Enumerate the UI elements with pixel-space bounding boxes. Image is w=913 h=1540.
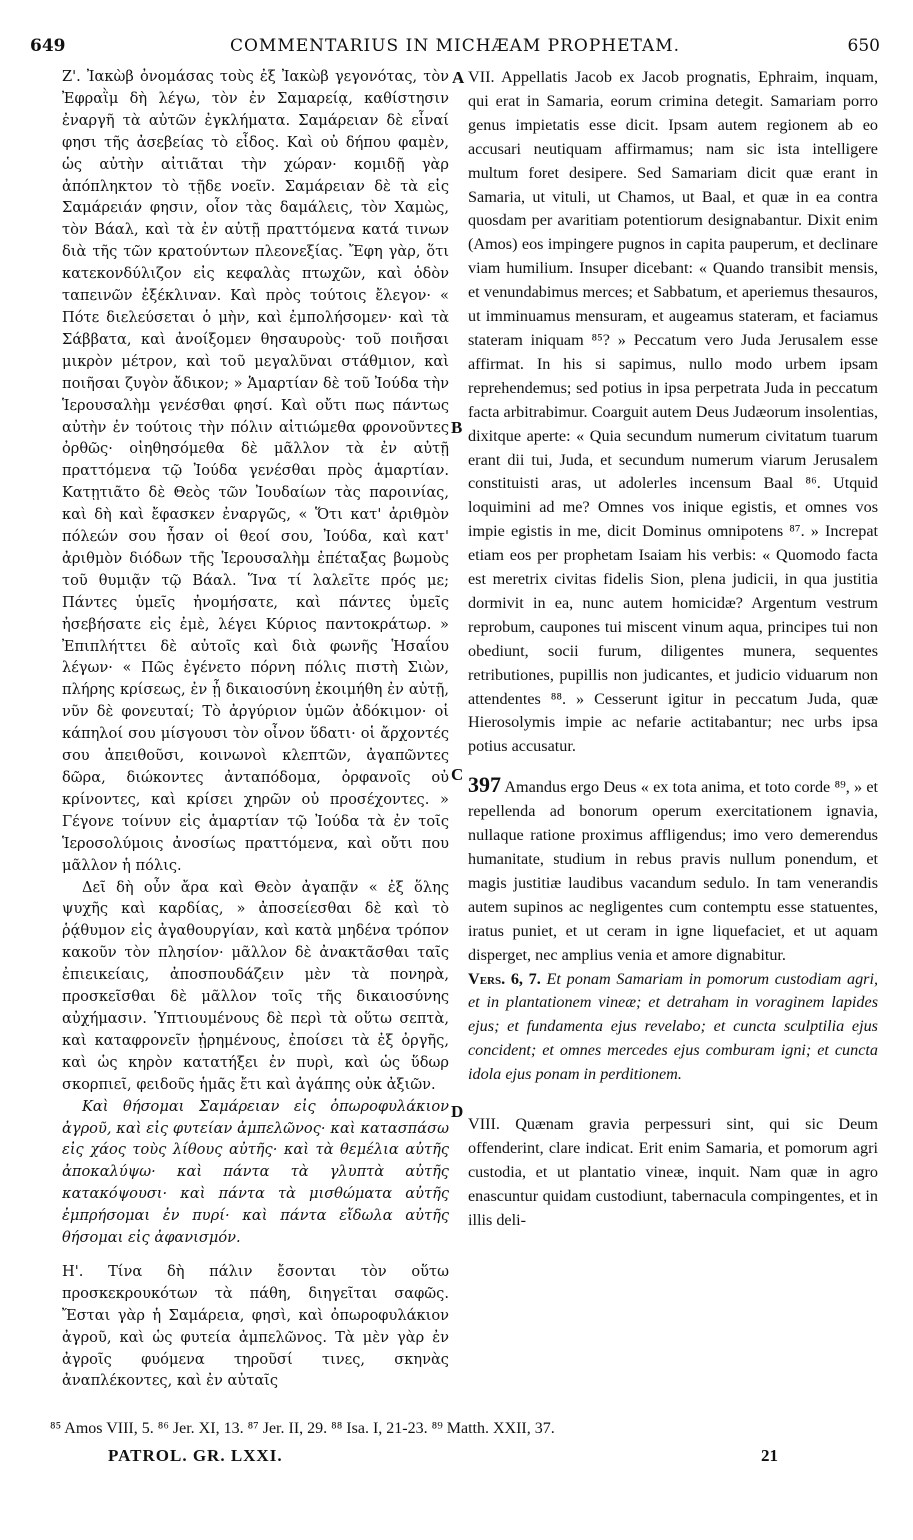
latin-paragraph-amandus (468, 773, 878, 967)
greek-paragraph-vii: Ζ'. Ἰακὼβ ὀνομάσας τοὺς ἐξ Ἰακὼβ γεγονότας, τὸν Ἐφραῒμ δὴ λέγω, τὸν ἐν Σαμαρείᾳ, καθίστησιν ἐναργῆ τὰ αὐτῶν ἐγκλήματα. Σαμάρειαν δὲ εἶναί φησι τῆς ἀσεβείας τὸ εἶδος. Καὶ οὐ δήπου φαμὲν, ὡς αὐτὴν αἰτιᾶται τὴν χώραν· κομιδῇ γὰρ ἀπόπληκτον τὸ τῇδε νοεῖν. Σαμάρειαν δὲ τὰ εἰς Σαμάρειάν φησιν, οἷον τὰς δαμάλεις, τὸν Χαμὼς, τὸν Βάαλ, καὶ τὰ ἐν αὐτῇ πραττόμενα κατά τινων διὰ τῆς τῶν κρατούντων πλεονεξίας. Ἔφη γὰρ, ὅτι κατεκονδύλιζον εἰς κεφαλὰς πτωχῶν, καὶ ὁδὸν ταπεινῶν ἐξέκλιναν. Καὶ πρὸς τούτοις ἔλεγον· « Πότε διελεύσεται ὁ μὴν, καὶ ἐμπολήσομεν· καὶ τὰ Σάββατα, καὶ ἀνοίξομεν θησαυροὺς· τοῦ ποιῆσαι μικρὸν μέτρον, καὶ τοῦ μεγαλῦναι στάθμιον, καὶ ποιῆσαι ζυγὸν ἄδικον; » Ἁμαρτίαν δὲ τοῦ Ἰούδα τὴν Ἱερουσαλὴμ γενέσθαι φησί. Καὶ οὔτι πως πάντως αὐτὴν ἐν τούτοις τὴν πόλιν αἰτιώμεθα φρονοῦντες ὀρθῶς· οἰηθησόμεθα δὲ μᾶλλον τὰ ἐν αὐτῇ πραττόμενα τῷ Ἰούδα γενέσθαι πρὸς ἁμαρτίαν. Κατῃτιᾶτο δὲ Θεὸς τῶν Ἰουδαίων τὰς παροινίας, καὶ δὴ καὶ ἔφασκεν ἐναργῶς, « Ὅτι κατ' ἀριθμὸν πόλεών σου ἦσαν οἱ θεοί σου, Ἰούδα, καὶ κατ' ἀριθμὸν διόδων τῆς Ἱερουσαλὴμ ἐπέταξας βωμοὺς τοῦ θυμιᾷν τῷ Βάαλ. Ἵνα τί λαλεῖτε πρός με; Πάντες ὑμεῖς ἠνομήσατε, καὶ πάντες ὑμεῖς ἠσεβήσατε εἰς ἐμὲ, λέγει Κύριος παντοκράτωρ. » Ἐπιπλήττει δὲ αὐτοῖς καὶ διὰ φωνῆς Ἡσαΐου λέγων· « Πῶς ἐγένετο πόρνη πόλις πιστὴ Σιὼν, πλήρης κρίσεως, ἐν ᾗ δικαιοσύνη ἐκοιμήθη ἐν αὐτῇ, νῦν δὲ φονευταί; Τὸ ἀργύριον ὑμῶν ἀδόκιμον· οἱ κάπηλοί σου μίσγουσι τὸν οἶνον ὕδατι· οἱ ἄρχοντές σου ἀπειθοῦσι, κοινωνοὶ κλεπτῶν, ἀγαπῶντες δῶρα, διώκοντες ἀνταπόδομα, ὀρφανοῖς οὐ κρίνοντες, καὶ κρίσει χηρῶν οὐ προσέχοντες. » Γέγονε τοίνυν εἰς ἁμαρτίαν τῷ Ἰούδα τὰ ἐν τοῖς Ἱεροσολύμοις ἀνοσίως πραττόμενα, καὶ οὔτι που μᾶλλον ἡ πόλις. (62, 68, 449, 874)
page-header (30, 36, 880, 60)
greek-paragraph-viii: Η'. Τίνα δὴ πάλιν ἔσονται τὸν οὕτω προσκεκρουκότων τὰ πάθη, διηγεῖται σαφῶς. Ἔσται γὰρ ἡ Σαμάρεια, φησὶ, καὶ ὀπωροφυλάκιον ἀγροῦ, καὶ ὡς φυτεία ἀμπελῶνος. Τὰ μὲν γὰρ ἐν ἀγροῖς φυόμενα τηροῦσί τινες, σκηνὰς ἀναπλέκοντες, καὶ ἐν αὐταῖς (62, 1262, 449, 1390)
margin-marker-a: A (452, 68, 465, 87)
margin-marker-c: C (451, 765, 464, 784)
verse-label: Vers. 6, 7. (468, 969, 541, 988)
margin-marker-d: D (451, 1102, 464, 1121)
page-number-right: 650 (847, 36, 880, 56)
latin-paragraph-amandus-text: Amandus ergo Deus « ex tota anima, et toto corde ⁸⁹, » et repellenda ad bonorum operum exercitationem ignavia, nullaque ratione proximus affligendus; imo vero demerendus humanitate, studium in rebus pravis nullum ponendum, et magis justitiæ laudibus vacandum sedulo. In tam venerandis autem supinos ac negligentes cum contemptu esse statuentes, iratus puniet, et ut ceram in igne liquefaciet, et ut aquam disperget, nec amplius venia et amore dignabitur. (468, 778, 879, 964)
margin-marker-b: B (451, 418, 463, 437)
latin-paragraph-viii: VIII. Quænam gravia perpessuri sint, qui sic Deum offenderint, clare indicat. Erit enim Samaria, et pomorum agri custodia, et ut plantatio vineæ, inquit. Nam quæ in agro enascuntur quidam custodiunt, tabernacula compingentes, et in illis deli- (468, 1115, 878, 1229)
column-number-397: 397 (468, 772, 501, 798)
latin-verse (468, 968, 878, 1088)
footnotes: ⁸⁵ Amos VIII, 5. ⁸⁶ Jer. XI, 13. ⁸⁷ Jer. II, 29. ⁸⁸ Isa. I, 21-23. ⁸⁹ Matth. XXII, 37. (50, 1420, 555, 1437)
latin-paragraph-vii: VII. Appellatis Jacob ex Jacob prognatis, Ephraim, inquam, qui erat in Samaria, eorum crimina detegit. Samariam porro genus impietatis esse dicit. Ipsam autem regionem ab eo accusari neutiquam affirmamus; nam sic ista intelligere multum foret desipere. Sed Samariam dicit quæ erant in Samaria, ut vituli, ut Chamos, ut Baal, et quæ in ea contra quosdam per avaritiam potentiorum designabantur. Dixit enim (Amos) eos impingere pugnos in capita pauperum, et declinare viam humilium. Insuper dicebant: « Quando transibit mensis, et venundabimus merces; et Sabbatum, et aperiemus thesauros, ut imminuamus mensuram, et augeamus stateram, et faciamus stateram iniquam ⁸⁵? » Peccatum vero Juda Jerusalem esse affirmat. In his si sapimus, nullo modo urbem ipsam reprehendemus; sed potius in ipsa perpetrata Juda in peccatum facta arbitrabimur. Coarguit autem Deus Judæorum insolentias, dixitque aperte: « Quia secundum numerum civitatum tuarum erant dii tui, Juda, et secundum numerum viarum Jerusalem constituisti aras, ut adolerles incensum Baal ⁸⁶. Utquid loquimini ad me? Omnes vos inique egistis, et omnes vos impie egistis in me, dicit Dominus omnipotens ⁸⁷. » Increpat etiam eos per prophetam Isaiam his verbis: « Quomodo facta est meretrix civitas fidelis Sion, plena judicii, in qua justitia dormivit in ea, nunc autem homicidæ? Argentum vestrum reprobum, caupones tui miscent vinum aqua, principes tui non obediunt, socii furum, diligentes munera, sequentes retributiones, pupillis non judicantes, et judicio viduarum non attendentes ⁸⁸. » Cesserunt igitur in peccatum Juda, quæ Hierosolymis impie ac nefarie actitabantur; nec urbs ipsa potius accusatur. (468, 68, 878, 756)
greek-column (62, 66, 449, 1392)
greek-paragraph-exhortation: Δεῖ δὴ οὖν ἄρα καὶ Θεὸν ἀγαπᾷν « ἐξ ὅλης ψυχῆς καὶ καρδίας, » ἀποσείεσθαι δὲ καὶ τὸ ῥᾴθυμον εἰς ἀγαθουργίαν, καὶ κατὰ μηδένα τρόπον κακοῦν τὸν πλησίον· μᾶλλον δὲ ἀνακτᾶσθαι ταῖς ἐπιεικείαις, ἀποσπουδάζειν μὲν τὰ πονηρὰ, προσκεῖσθαι δὲ μᾶλλον τοῖς τῆς δικαιοσύνης αὐχήμασιν. Ὑπτιουμένους δὲ περὶ τὰ οὕτω σεπτὰ, καὶ καταφρονεῖν ᾑρημένους, ἐποίσει τὰ ἐξ ὀργῆς, καὶ ὡς κηρὸν κατατήξει ἐν πυρὶ, καὶ ὡς ὕδωρ σκορπιεῖ, φειδοῦς ἡμᾶς ἔτι καὶ ἀγάπης οὐκ ἀξιῶν. (62, 878, 449, 1093)
page-number-left: 649 (30, 36, 66, 56)
running-title: COMMENTARIUS IN MICHÆAM PROPHETAM. (229, 36, 681, 56)
latin-column (468, 66, 878, 1233)
latin-verse-text: Et ponam Samariam in pomorum custodiam agri, et in plantationem vineæ; et detraham in voraginem lapides ejus; et fundamenta ejus revelabo; et cuncta sculptilia ejus concident; et omnes mercedes ejus comburam igni; et cuncta idola ejus ponam in perditionem. (468, 969, 879, 1084)
sheet-number: 21 (761, 1446, 778, 1465)
series-signature: PATROL. GR. LXXI. (108, 1446, 283, 1465)
greek-verse-text: Καὶ θήσομαι Σαμάρειαν εἰς ὀπωροφυλάκιον ἀγροῦ, καὶ εἰς φυτείαν ἀμπελῶνος· καὶ κατασπάσω εἰς χάος τοὺς λίθους αὐτῆς· καὶ τὰ θεμέλια αὐτῆς ἀποκαλύψω· καὶ πάντα τὰ γλυπτὰ αὐτῆς κατακόψουσι· καὶ πάντα τὰ μισθώματα αὐτῆς ἐμπρήσομαι ἐν πυρί· καὶ πάντα εἴδωλα αὐτῆς θήσομαι εἰς ἀφανισμόν. (62, 1097, 449, 1247)
